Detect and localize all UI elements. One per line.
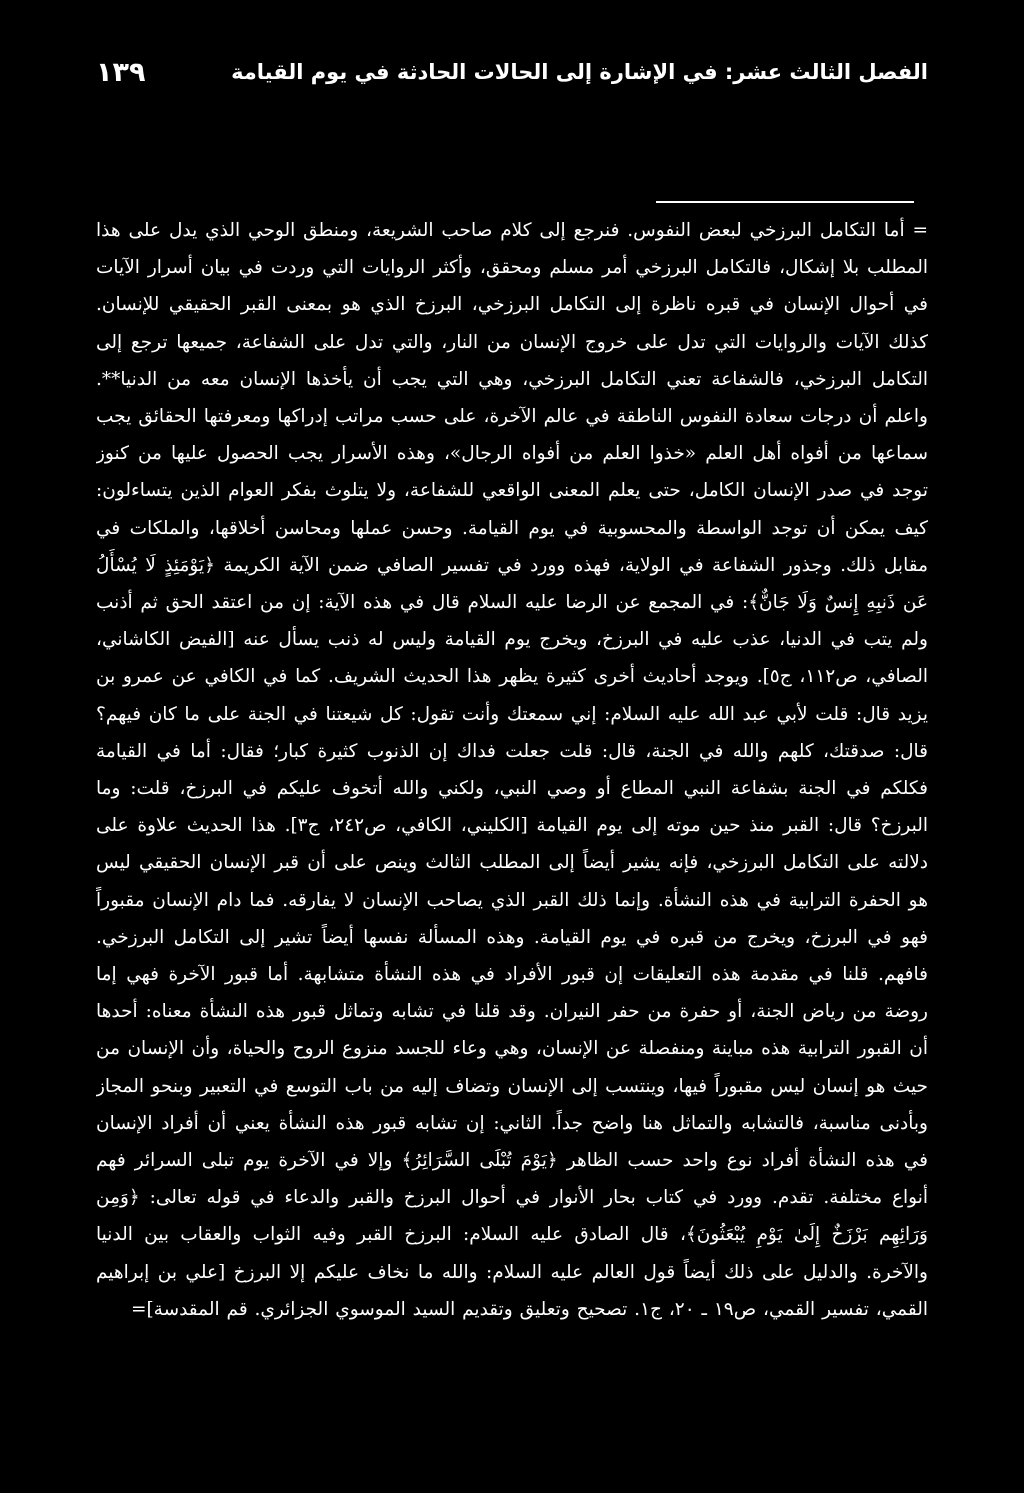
page-header xyxy=(96,52,928,92)
page-number: ١٣٩ xyxy=(96,56,146,88)
footnote-text xyxy=(96,212,928,1452)
footnote-separator xyxy=(656,201,914,203)
footnote-paragraph: = أما التكامل البرزخي لبعض النفوس. فنرجع إلى كلام صاحب الشريعة، ومنطق الوحي الذي يدل على هذا المطلب بلا إشكال، فالتكامل البرزخي أمر مسلم ومحقق، وأكثر الروايات التي وردت في بيان أسرار الآيات في أحوال الإنسان في قبره ناظرة إلى التكامل البرزخي، البرزخ الذي هو بمعنى القبر الحقيقي للإنسان. كذلك الآيات والروايات التي تدل على خروج الإنسان من النار، والتي تدل على الشفاعة، جميعها ترجع إلى التكامل البرزخي، فالشفاعة تعني التكامل البرزخي، وهي التي يجب أن يأخذها الإنسان معه من الدنيا**. واعلم أن درجات سعادة النفوس الناطقة في عالم الآخرة، على حسب مراتب إدراكها ومعرفتها الحقائق يجب سماعها من أفواه أهل العلم «خذوا العلم من أفواه الرجال»، وهذه الأسرار يجب الحصول عليها من كنوز توجد في صدر الإنسان الكامل، حتى يعلم المعنى الواقعي للشفاعة، ولا يتلوث بفكر العوام الذين يتساءلون: كيف يمكن أن توجد الواسطة والمحسوبية في يوم القيامة. وحسن عملها ومحاسن أخلاقها، والملكات في مقابل ذلك. وجذور الشفاعة في الولاية، فهذه وورد في تفسير الصافي ضمن الآية الكريمة ﴿يَوْمَئِذٍ لَا يُسْأَلُ عَن ذَنبِهِ إِنسٌ وَلَا جَانٌّ﴾: في المجمع عن الرضا عليه السلام قال في هذه الآية: إن من اعتقد الحق ثم أذنب ولم يتب في الدنيا، عذب عليه في البرزخ، ويخرج يوم القيامة وليس له ذنب يسأل عنه [الفيض الكاشاني، الصافي، ص١١٢، ج٥]. ويوجد أحاديث أخرى كثيرة يظهر هذا الحديث الشريف. كما في الكافي عن عمرو بن يزيد قال: قلت لأبي عبد الله عليه السلام: إني سمعتك وأنت تقول: كل شيعتنا في الجنة على ما كان فيهم؟ قال: صدقتك، كلهم والله في الجنة، قال: قلت جعلت فداك إن الذنوب كثيرة كبار؛ فقال: أما في القيامة فكلكم في الجنة بشفاعة النبي المطاع أو وصي النبي، ولكني والله أتخوف عليكم في البرزخ، قلت: وما البرزخ؟ قال: القبر منذ حين موته إلى يوم القيامة [الكليني، الكافي، ص٢٤٢، ج٣]. هذا الحديث علاوة على دلالته على التكامل البرزخي، فإنه يشير أيضاً إلى المطلب الثالث وينص على أن قبر الإنسان الحقيقي ليس هو الحفرة الترابية في هذه النشأة. وإنما ذلك القبر الذي يصاحب الإنسان لا يفارقه. فما دام الإنسان مقبوراً فهو في البرزخ، ويخرج من قبره في يوم القيامة. وهذه المسألة نفسها أيضاً تشير إلى التكامل البرزخي. فافهم. قلنا في مقدمة هذه التعليقات إن قبور الأفراد في هذه النشأة متشابهة. أما قبور الآخرة فهي إما روضة من رياض الجنة، أو حفرة من حفر النيران. وقد قلنا في تشابه وتماثل قبور هذه النشأة معناه: أحدها أن القبور الترابية هذه مباينة ومنفصلة عن الإنسان، وهي وعاء للجسد منزوع الروح والحياة، وأن الإنسان من حيث هو إنسان ليس مقبوراً فيها، وينتسب إلى الإنسان وتضاف إليه من باب التوسع في التعبير وبنحو المجاز وبأدنى مناسبة، فالتشابه والتماثل هنا واضح جداً. الثاني: إن تشابه قبور هذه النشأة يعني أن أفراد الإنسان في هذه النشأة أفراد نوع واحد حسب الظاهر ﴿يَوْمَ تُبْلَى السَّرَائِرُ﴾ وإلا في الآخرة يوم تبلى السرائر فهم أنواع مختلفة. تقدم. وورد في كتاب بحار الأنوار في أحوال البرزخ والقبر والدعاء في قوله تعالى: ﴿وَمِن وَرَائِهِم بَرْزَخٌ إِلَىٰ يَوْمِ يُبْعَثُونَ﴾، قال الصادق عليه السلام: البرزخ القبر وفيه الثواب والعقاب بين الدنيا والآخرة. والدليل على ذلك أيضاً قول العالم عليه السلام: والله ما نخاف عليكم إلا البرزخ [علي بن إبراهيم القمي، تفسير القمي، ص١٩ ـ ٢٠، ج١. تصحيح وتعليق وتقديم السيد الموسوي الجزائري. قم المقدسة]= xyxy=(96,220,928,1320)
running-title: الفصل الثالث عشر: في الإشارة إلى الحالات الحادثة في يوم القيامة xyxy=(231,60,928,84)
